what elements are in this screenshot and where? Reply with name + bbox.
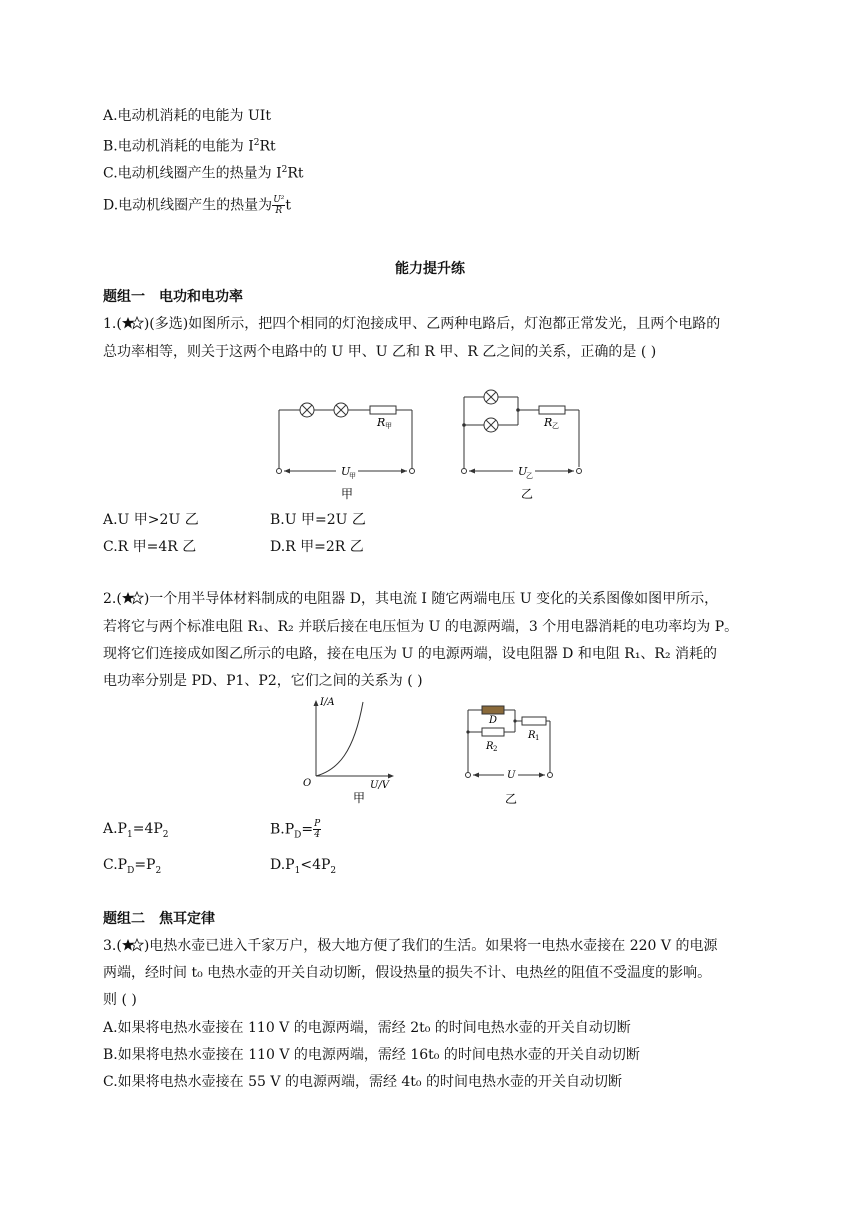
q3-line1: 3.( )电热水壶已进入千家万户，极大地方便了我们的生活。如果将一电热水壶接在 220 V 的电源: [103, 938, 718, 954]
difficulty-star-icon: [122, 938, 144, 952]
graph-origin: O: [303, 778, 312, 789]
fig-yi-caption: 乙: [521, 487, 534, 501]
r2-sub: 2: [493, 745, 498, 753]
q2-option-c: $C.P_D=P_2$: [103, 857, 162, 876]
r-jia-label: R: [377, 416, 386, 429]
q2-option-a: $A.P_1=4P_2$: [103, 821, 169, 840]
fraction-p-over-4: $\frac{P}{4}$: [314, 819, 321, 840]
q2-circuit-yi: [458, 698, 558, 808]
group2-title: 题组二 焦耳定律: [103, 911, 215, 927]
r-yi-label: R: [544, 416, 553, 429]
q2-line4: 电功率分别是 PD、P1、P2，它们之间的关系为 ( ): [103, 673, 423, 689]
group1-title: 题组一 电功和电功率: [103, 289, 243, 305]
r2-label: R: [486, 741, 494, 752]
graph-x-label: U/V: [370, 780, 390, 791]
u-label: U: [507, 770, 516, 781]
q3-line2: 两端，经时间 t₀ 电热水壶的开关自动切断，假设热量的损失不计、电热丝的阻值不受温度的影响。: [103, 965, 712, 981]
r-jia-sub: 甲: [385, 422, 392, 430]
q3-option-b: B.如果将电热水壶接在 110 V 的电源两端，需经 16t₀ 的时间电热水壶的开关自动切断: [103, 1047, 640, 1063]
d-label: D: [489, 715, 498, 726]
u-jia-label: U: [341, 465, 351, 478]
u-jia-sub: 甲: [349, 472, 356, 480]
r1-sub: 1: [535, 734, 540, 742]
q1-circuit-yi: [455, 383, 590, 505]
q2-line3: 现将它们连接成如图乙所示的电路，接在电压为 U 的电源两端，设电阻器 D 和电阻 R₁、R₂ 消耗的: [103, 646, 718, 662]
graph-caption: 甲: [353, 791, 366, 805]
difficulty-star-icon: [122, 316, 144, 330]
q2-option-b: $B.P_D=$ $\frac{P}{4}$: [270, 819, 321, 841]
fraction-u2-over-r: $\frac{\text{U²}}{R}$: [273, 195, 285, 216]
r-yi-sub: 乙: [552, 422, 559, 430]
q2-iu-graph: [298, 692, 398, 807]
u-yi-sub: 乙: [526, 472, 533, 480]
q2-option-d: $D.P_1<4P_2$: [270, 857, 337, 876]
fig-jia-caption: 甲: [341, 487, 354, 501]
r1-label: R: [528, 730, 536, 741]
q1-option-b: B.U 甲=2U 乙: [270, 512, 366, 528]
u-yi-label: U: [518, 465, 528, 478]
q1-option-d: D.R 甲=2R 乙: [270, 539, 364, 555]
q2-line2: 若将它与两个标准电阻 R₁、R₂ 并联后接在电压恒为 U 的电源两端，3 个用电器消耗的电功率均为 P。: [103, 619, 739, 635]
q3-option-c: C.如果将电热水壶接在 55 V 的电源两端，需经 4t₀ 的时间电热水壶的开关自动切断: [103, 1074, 622, 1090]
q0-option-c: C.电动机线圈产生的热量为 $I^2Rt$: [103, 165, 304, 182]
q1-option-a: A.U 甲>2U 乙: [103, 512, 199, 528]
q1-option-c: C.R 甲=4R 乙: [103, 539, 197, 555]
circuit-caption: 乙: [505, 792, 518, 806]
q2-line1: 2.( )一个用半导体材料制成的电阻器 D，其电流 I 随它两端电压 U 变化的关系图像如图甲所示，: [103, 591, 719, 607]
q1-line2: 总功率相等，则关于这两个电路中的 U 甲、U 乙和 R 甲、R 乙之间的关系，正确的是 ( ): [103, 344, 657, 360]
section-title: 能力提升练: [395, 261, 465, 277]
graph-y-label: I/A: [320, 697, 335, 708]
q1-line1: 1.( )(多选)如图所示，把四个相同的灯泡接成甲、乙两种电路后，灯泡都正常发光，且两个电路的: [103, 316, 721, 332]
difficulty-star-icon: [122, 591, 144, 605]
q1-circuit-jia: [270, 395, 420, 505]
q3-line3: 则 ( ): [103, 992, 137, 1008]
q0-option-d: D.电动机线圈产生的热量为 $\frac{\text{U²}}{R}$ t: [103, 195, 292, 216]
q0-option-b: B.电动机消耗的电能为 $I^2Rt$: [103, 138, 276, 155]
resistor-d: [482, 706, 504, 714]
q0-option-a: A.电动机消耗的电能为 UIt: [103, 108, 271, 124]
q3-option-a: A.如果将电热水壶接在 110 V 的电源两端，需经 2t₀ 的时间电热水壶的开关自动切断: [103, 1020, 631, 1036]
